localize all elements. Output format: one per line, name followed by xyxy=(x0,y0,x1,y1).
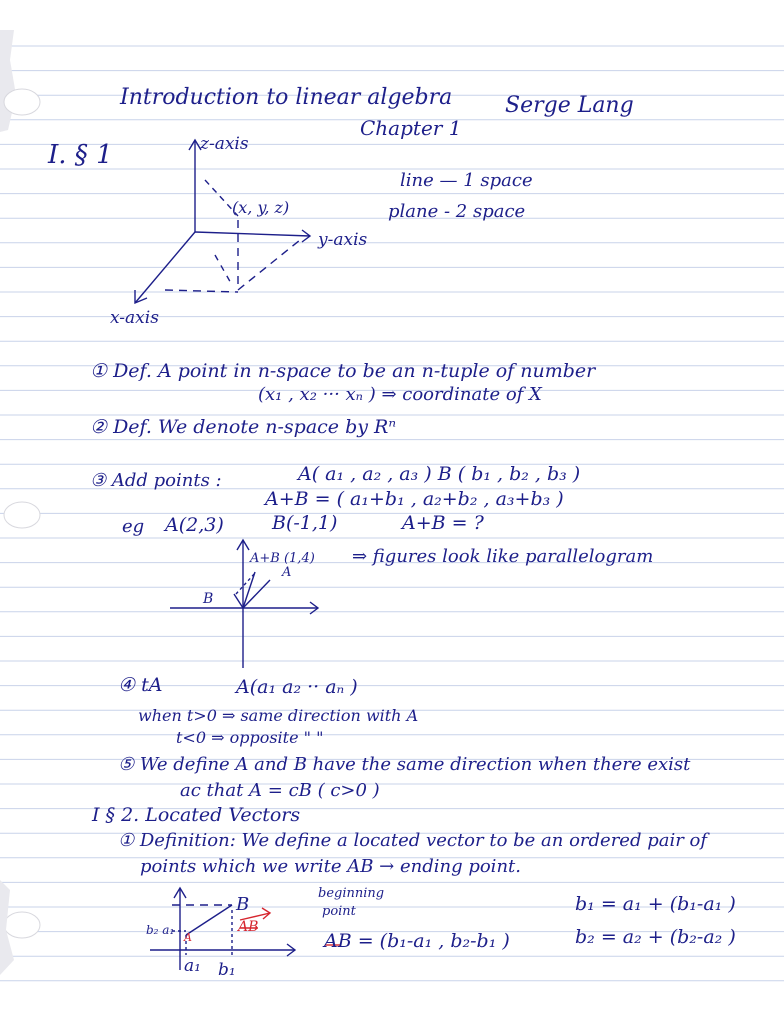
figure-a-label: A xyxy=(282,565,292,580)
point-label: (x, y, z) xyxy=(232,198,290,217)
figure-ab-label: AB xyxy=(238,919,259,935)
definition-1-line-2: (x₁ , x₂ ··· xₙ ) ⇒ coordinate of X xyxy=(258,384,542,405)
ab-formula: AB = (b₁-a₁ , b₂-b₁ ) xyxy=(324,930,510,952)
definition-2: ② Def. We denote n-space by Rⁿ xyxy=(90,416,397,438)
definition-1-line-1: ① Def. A point in n-space to be an n-tuple of number xyxy=(90,360,596,382)
example-label: eg xyxy=(122,516,145,537)
add-points-line-1: A( a₁ , a₂ , a₃ ) B ( b₁ , b₂ , b₃ ) xyxy=(298,463,581,485)
axes-3d-figure xyxy=(135,140,310,303)
definition-5-line-1: ⑤ We define A and B have the same direction when there exist xyxy=(118,754,691,775)
b1-formula: b₁ = a₁ + (b₁-a₁ ) xyxy=(575,893,736,915)
example-sum: A+B = ? xyxy=(402,512,484,534)
chapter-heading: Chapter 1 xyxy=(360,116,462,140)
figure-b-label: B xyxy=(236,894,250,915)
z-axis-label: z-axis xyxy=(200,134,249,154)
page-title: Introduction to linear algebra xyxy=(120,85,453,110)
located-vector-def-line-2: points which we write AB → ending point. xyxy=(140,856,521,877)
figure-b1-label: b₁ xyxy=(218,960,236,980)
scalar-negative: t<0 ⇒ opposite " " xyxy=(176,728,324,747)
x-axis-label: x-axis xyxy=(110,308,159,328)
example-point-b: B(-1,1) xyxy=(272,512,338,534)
line-space-note: line — 1 space xyxy=(400,170,533,191)
add-points-label: ③ Add points : xyxy=(90,470,222,491)
author-name: Serge Lang xyxy=(505,93,634,118)
torn-edge xyxy=(0,30,16,132)
scalar-label: ④ tA xyxy=(118,674,163,696)
point-word-label: point xyxy=(322,904,356,919)
scalar-positive: when t>0 ⇒ same direction with A xyxy=(138,706,419,725)
scalar-tuple: A(a₁ a₂ ·· aₙ ) xyxy=(236,676,358,698)
figure-b2-a1-label: b₂ a₁ xyxy=(146,923,175,937)
beginning-label: beginning xyxy=(318,886,385,901)
figure-a1-label: a₁ xyxy=(184,956,201,976)
parallelogram-note: ⇒ figures look like parallelogram xyxy=(352,546,654,567)
section-2-heading: I § 2. Located Vectors xyxy=(92,804,301,826)
figure-a-plus-b-label: A+B (1,4) xyxy=(250,551,315,566)
add-points-line-2: A+B = ( a₁+b₁ , a₂+b₂ , a₃+b₃ ) xyxy=(265,488,564,510)
example-point-a: A(2,3) xyxy=(165,514,224,536)
figure-b-label: B xyxy=(203,591,214,607)
figure-a-label: A xyxy=(184,931,192,944)
definition-5-line-2: ac that A = cB ( c>0 ) xyxy=(180,780,380,801)
located-vector-def-line-1: ① Definition: We define a located vector to be an ordered pair of xyxy=(118,830,708,851)
punch-hole xyxy=(4,89,40,115)
plane-space-note: plane - 2 space xyxy=(388,201,526,222)
b2-formula: b₂ = a₂ + (b₂-a₂ ) xyxy=(575,926,736,948)
punch-hole xyxy=(4,502,40,528)
punch-hole xyxy=(4,912,40,938)
y-axis-label: y-axis xyxy=(318,230,368,250)
section-label: I. § 1 xyxy=(48,140,113,170)
